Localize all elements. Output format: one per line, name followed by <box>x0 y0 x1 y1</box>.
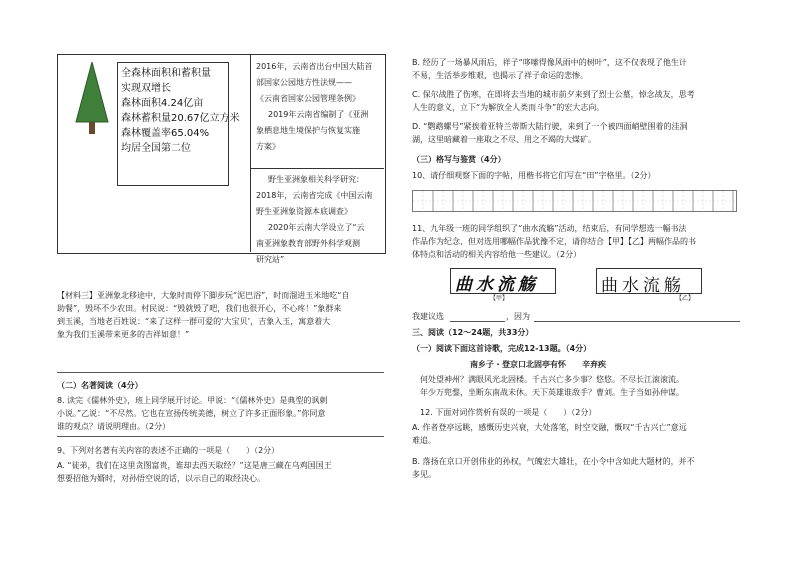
calligraphy-text: 曲水流觞 <box>455 275 539 295</box>
stat-line: 森林面积4.24亿亩 <box>121 98 204 109</box>
cell-line: 野生亚洲象资源本底调查》 <box>256 207 352 216</box>
text-line: 象为我们玉溪带来更多的吉祥如意！” <box>57 330 190 339</box>
tree-icon <box>74 62 110 134</box>
text-line: 不易，生活举步维艰，也揭示了祥子命运的悲惨。 <box>412 71 588 80</box>
text-line: B. 经历了一场暴风雨后，祥子“哆嗦得像风雨中的树叶”，这不仅表现了他生计 <box>412 58 687 67</box>
question-8 <box>57 394 327 433</box>
question-10: 10、请仔细观察下面的字帖，用楷书将它们写在“田”字格里。（2分） <box>412 171 656 180</box>
poem-title: 南乡子・登京口北固亭有怀 辛弃疾 <box>470 360 606 369</box>
question-12-option-a <box>412 421 687 447</box>
cell-line: 研究站” <box>256 255 285 264</box>
question-9-option-c <box>412 88 695 114</box>
poem-body <box>420 373 684 399</box>
question-12-option-b <box>412 455 695 481</box>
text-line: 助餐”，毁坏不少农田。村民说：“毁就毁了吧，我们也很开心，不心疼！”象群来 <box>57 304 342 313</box>
cell-line: 2018年，云南省完成《中国云南 <box>256 191 373 200</box>
grid-lines <box>413 191 736 211</box>
cell-line: 方案》 <box>256 142 280 151</box>
cell-line: 部国家公园地方性法规—— <box>256 78 352 87</box>
text-line: 11、九年级一班的同学组织了“曲水流觞”活动，结束后，有同学想选一幅书法 <box>412 224 687 233</box>
stat-line: 森林覆盖率65.04% <box>121 128 210 139</box>
question-11 <box>412 222 696 261</box>
cell-line: 2019年云南省编制了《亚洲 <box>268 110 369 119</box>
text-line: 想要招他为婿时，对孙悟空说的话，以示自己的取经决心。 <box>57 474 265 483</box>
stat-line: 实现双增长 <box>121 83 171 94</box>
text-line: 湖，这里暗藏着一座取之不尽、用之不竭的大煤矿。 <box>412 135 596 144</box>
text-line: 作品作为纪念，但对选用哪幅作品犹豫不定，请你结合【甲】【乙】两幅作品的书 <box>412 237 696 246</box>
text-line: C. 保尔战胜了伤寒，在即将去当地的城市前夕来到了烈士公墓，悼念战友，思考 <box>412 90 695 99</box>
reason-blank[interactable] <box>534 321 740 322</box>
cell-line: 象栖息地生境保护与恢复实施 <box>256 126 360 135</box>
part-3-heading: 三、阅读（12～24题，共33分） <box>412 328 534 337</box>
answer-line[interactable] <box>57 436 384 437</box>
section-heading: （三）格写与鉴赏（4分） <box>412 155 506 164</box>
cell-line: 《云南省国家公园管理条例》 <box>256 94 360 103</box>
material-3 <box>57 289 349 341</box>
suggestion-blank[interactable] <box>450 321 505 322</box>
cell-research <box>256 172 382 268</box>
cell-line: 南亚洲象教育部野外科学观测 <box>256 239 360 248</box>
question-9-option-b <box>412 56 687 82</box>
text-line: 多见。 <box>412 470 436 479</box>
text-line: 【材料三】亚洲象北移途中，大象时而停下脚步玩“泥巴浴”，时而溜进玉米地吃“自 <box>57 291 350 300</box>
tianzige-grid[interactable] <box>412 190 737 212</box>
calligraphy-text: 曲水流觞 <box>601 276 685 296</box>
cell-line: 2016年，云南省出台中国大陆首 <box>256 62 373 71</box>
text-line: 人生的意义，立下“为解放全人类而斗争”的宏大志向。 <box>412 103 605 112</box>
question-9-option-d <box>412 120 688 146</box>
text-line: 8. 读完《儒林外史》，班上同学展开讨论。甲说：“《儒林外史》是典型的讽刺 <box>57 396 328 405</box>
stat-line: 均居全国第二位 <box>121 143 191 154</box>
text-line: A. “徒弟，我们在这里贪图富贵，谁却去西天取经？”这是唐三藏在乌鸡国国王 <box>57 461 332 470</box>
label-yi: 【乙】 <box>676 295 695 302</box>
text-line: 难追。 <box>412 436 436 445</box>
question-9-option-a <box>57 459 332 485</box>
forest-stats <box>121 66 240 156</box>
figure-divider <box>250 168 384 169</box>
stat-line: 森林蓄积量20.67亿立方米 <box>121 113 240 124</box>
cell-national-park <box>256 59 382 155</box>
text-line: 小说。”乙说：“不尽然。它也在宣扬传统美德，树立了许多正面形象。”你同意 <box>57 409 326 418</box>
text-line: D. “鹦鹉螺号”紧挨着亚特兰蒂斯大陆行驶，来到了一个被四面峭壁围着的洼洞 <box>412 122 688 131</box>
question-9: 9、下列对名著有关内容的表述不正确的一项是（ ）（2分） <box>57 446 280 455</box>
suggestion-mid: ，因为 <box>506 312 530 321</box>
part-3-sub: （一）阅读下面这首诗歌，完成12-13题。（4分） <box>412 344 592 353</box>
cell-line: 野生亚洲象相关科学研究： <box>268 175 364 184</box>
question-12: 12. 下面对词作赏析有误的一项是（ ）（2分） <box>420 408 597 417</box>
section-heading: （二）名著阅读（4分） <box>57 381 143 390</box>
text-line: 谁的观点？请说明理由。（2分） <box>57 422 171 431</box>
calligraphy-yi <box>596 268 702 294</box>
suggestion-prefix: 我建议选 <box>412 312 444 321</box>
divider <box>57 372 384 373</box>
text-line: A. 作者登亭远眺，感慨历史兴衰，大处落笔，时空交融，慨叹“千古兴亡”意远 <box>412 423 687 432</box>
poem-line: 何处望神州？满眼风光北固楼。千古兴亡多少事？悠悠。不尽长江滚滚流。 <box>420 375 684 384</box>
cell-line: 2020年云南大学设立了“云 <box>268 223 365 232</box>
stat-line: 全森林面积和蓄积量 <box>121 68 211 79</box>
text-line: 到玉溪，当地老百姓说：“来了这样一群可爱的‘大宝贝’，吉象入玉，寓意着大 <box>57 317 331 326</box>
label-jia: 【甲】 <box>490 295 509 302</box>
text-line: 体特点和活动的相关内容给他一些建议。（2分） <box>412 250 582 259</box>
poem-line: 年少万兜鍪，坐断东南战未休。天下英雄谁敌手？曹刘。生子当如孙仲谋。 <box>420 388 684 397</box>
text-line: B. 落扬在京口开创伟业的孙权，气魄宏大雄壮，在小令中含如此大题材的，并不 <box>412 457 695 466</box>
calligraphy-jia <box>450 268 556 294</box>
